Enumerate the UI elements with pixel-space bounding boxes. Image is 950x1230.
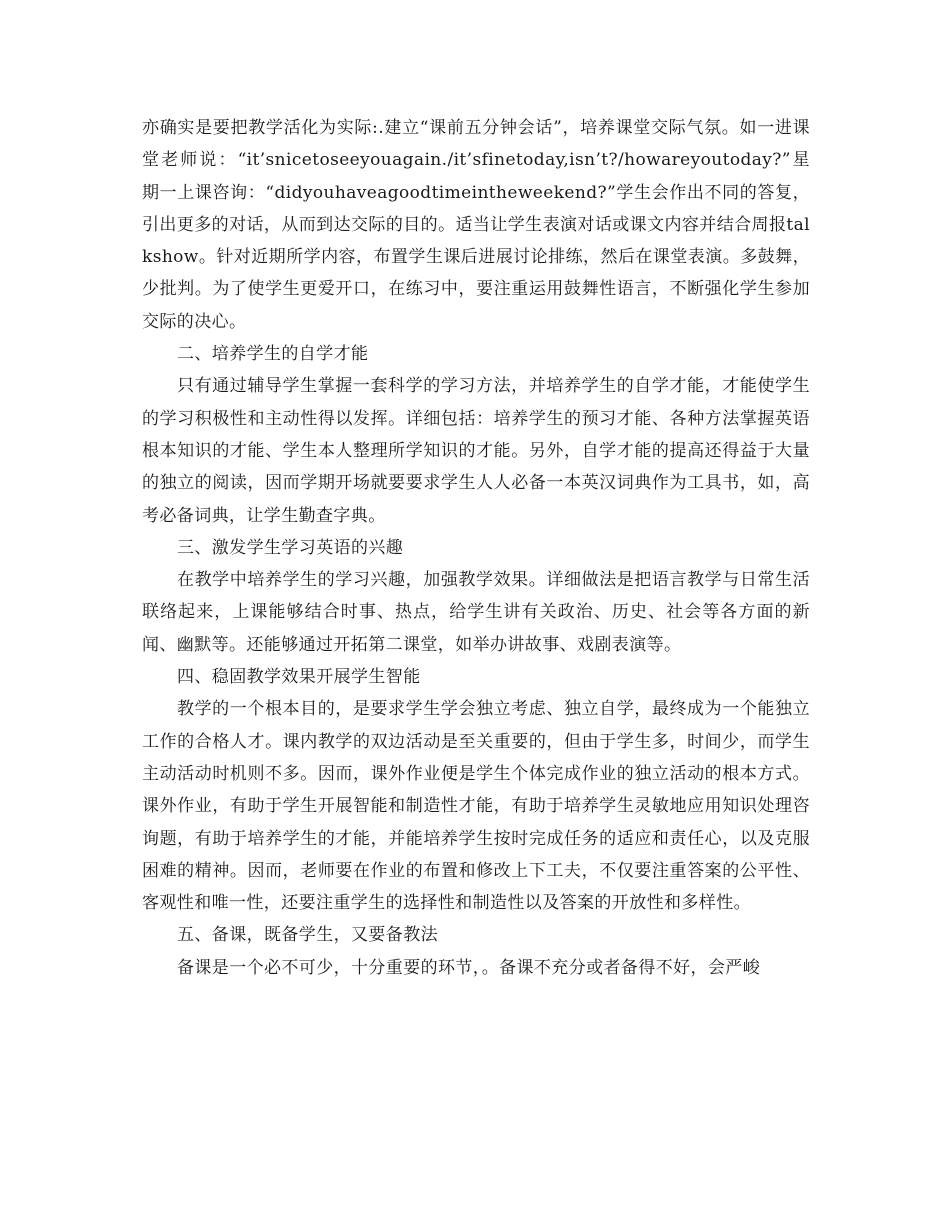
paragraph-interest: 在教学中培养学生的学习兴趣，加强教学效果。详细做法是把语言教学与日常生活联络起来，上课能够结合时事、热点，给学生讲有关政治、历史、社会等各方面的新闻、幽默等。还能够通过开拓第二课堂，如举办讲故事、戏剧表演等。 bbox=[142, 570, 810, 655]
section-heading-2: 二、培养学生的自学才能 bbox=[177, 344, 369, 365]
paragraph-intro: 亦确实是要把教学活化为实际:.建立“课前五分钟会话”，培养课堂交际气氛。如一进课堂老师说：“it’snicetoseeyouagain./it’sfinetoday,isn’t?/howareyoutoday?”星期一上课咨询：“didyouhaveagoodtimeintheweekend?”学生会作出不同的答复，引出更多的对话，从而到达交际的目的。适当让学生表演对话或课文内容并结合周报talkshow。针对近期所学内容，布置学生课后进展讨论排练，然后在课堂表演。多鼓舞，少批判。为了使学生更爱开口，在练习中，要注重运用鼓舞性语言，不断强化学生参加交际的决心。 bbox=[142, 118, 810, 332]
paragraph-consolidate: 教学的一个根本目的，是要求学生学会独立考虑、独立自学，最终成为一个能独立工作的合格人才。课内教学的双边活动是至关重要的，但由于学生多，时间少，而学生主动活动时机则不多。因而，课外作业便是学生个体完成作业的独立活动的根本方式。课外作业，有助于学生开展智能和制造性才能，有助于培养学生灵敏地应用知识处理咨询题，有助于培养学生的才能，并能培养学生按时完成任务的适应和责任心，以及克服困难的精神。因而，老师要在作业的布置和修改上下工夫，不仅要注重答案的公平性、客观性和唯一性，还要注重学生的选择性和制造性以及答案的开放性和多样性。 bbox=[142, 699, 810, 914]
paragraph-lesson-prep: 备课是一个必不可少，十分重要的环节，。备课不充分或者备得不好，会严峻 bbox=[177, 957, 761, 978]
section-heading-4: 四、稳固教学效果开展学生智能 bbox=[177, 667, 421, 688]
paragraph-self-study: 只有通过辅导学生掌握一套科学的学习方法，并培养学生的自学才能，才能使学生的学习积极性和主动性得以发挥。详细包括：培养学生的预习才能、各种方法掌握英语根本知识的才能、学生本人整理所学知识的才能。另外，自学才能的提高还得益于大量的独立的阅读，因而学期开场就要要求学生人人必备一本英汉词典作为工具书，如，高考必备词典，让学生勤查字典。 bbox=[142, 376, 810, 526]
document-page bbox=[142, 112, 810, 984]
section-heading-5: 五、备课，既备学生，又要备教法 bbox=[177, 925, 438, 946]
section-heading-3: 三、激发学生学习英语的兴趣 bbox=[177, 537, 404, 558]
